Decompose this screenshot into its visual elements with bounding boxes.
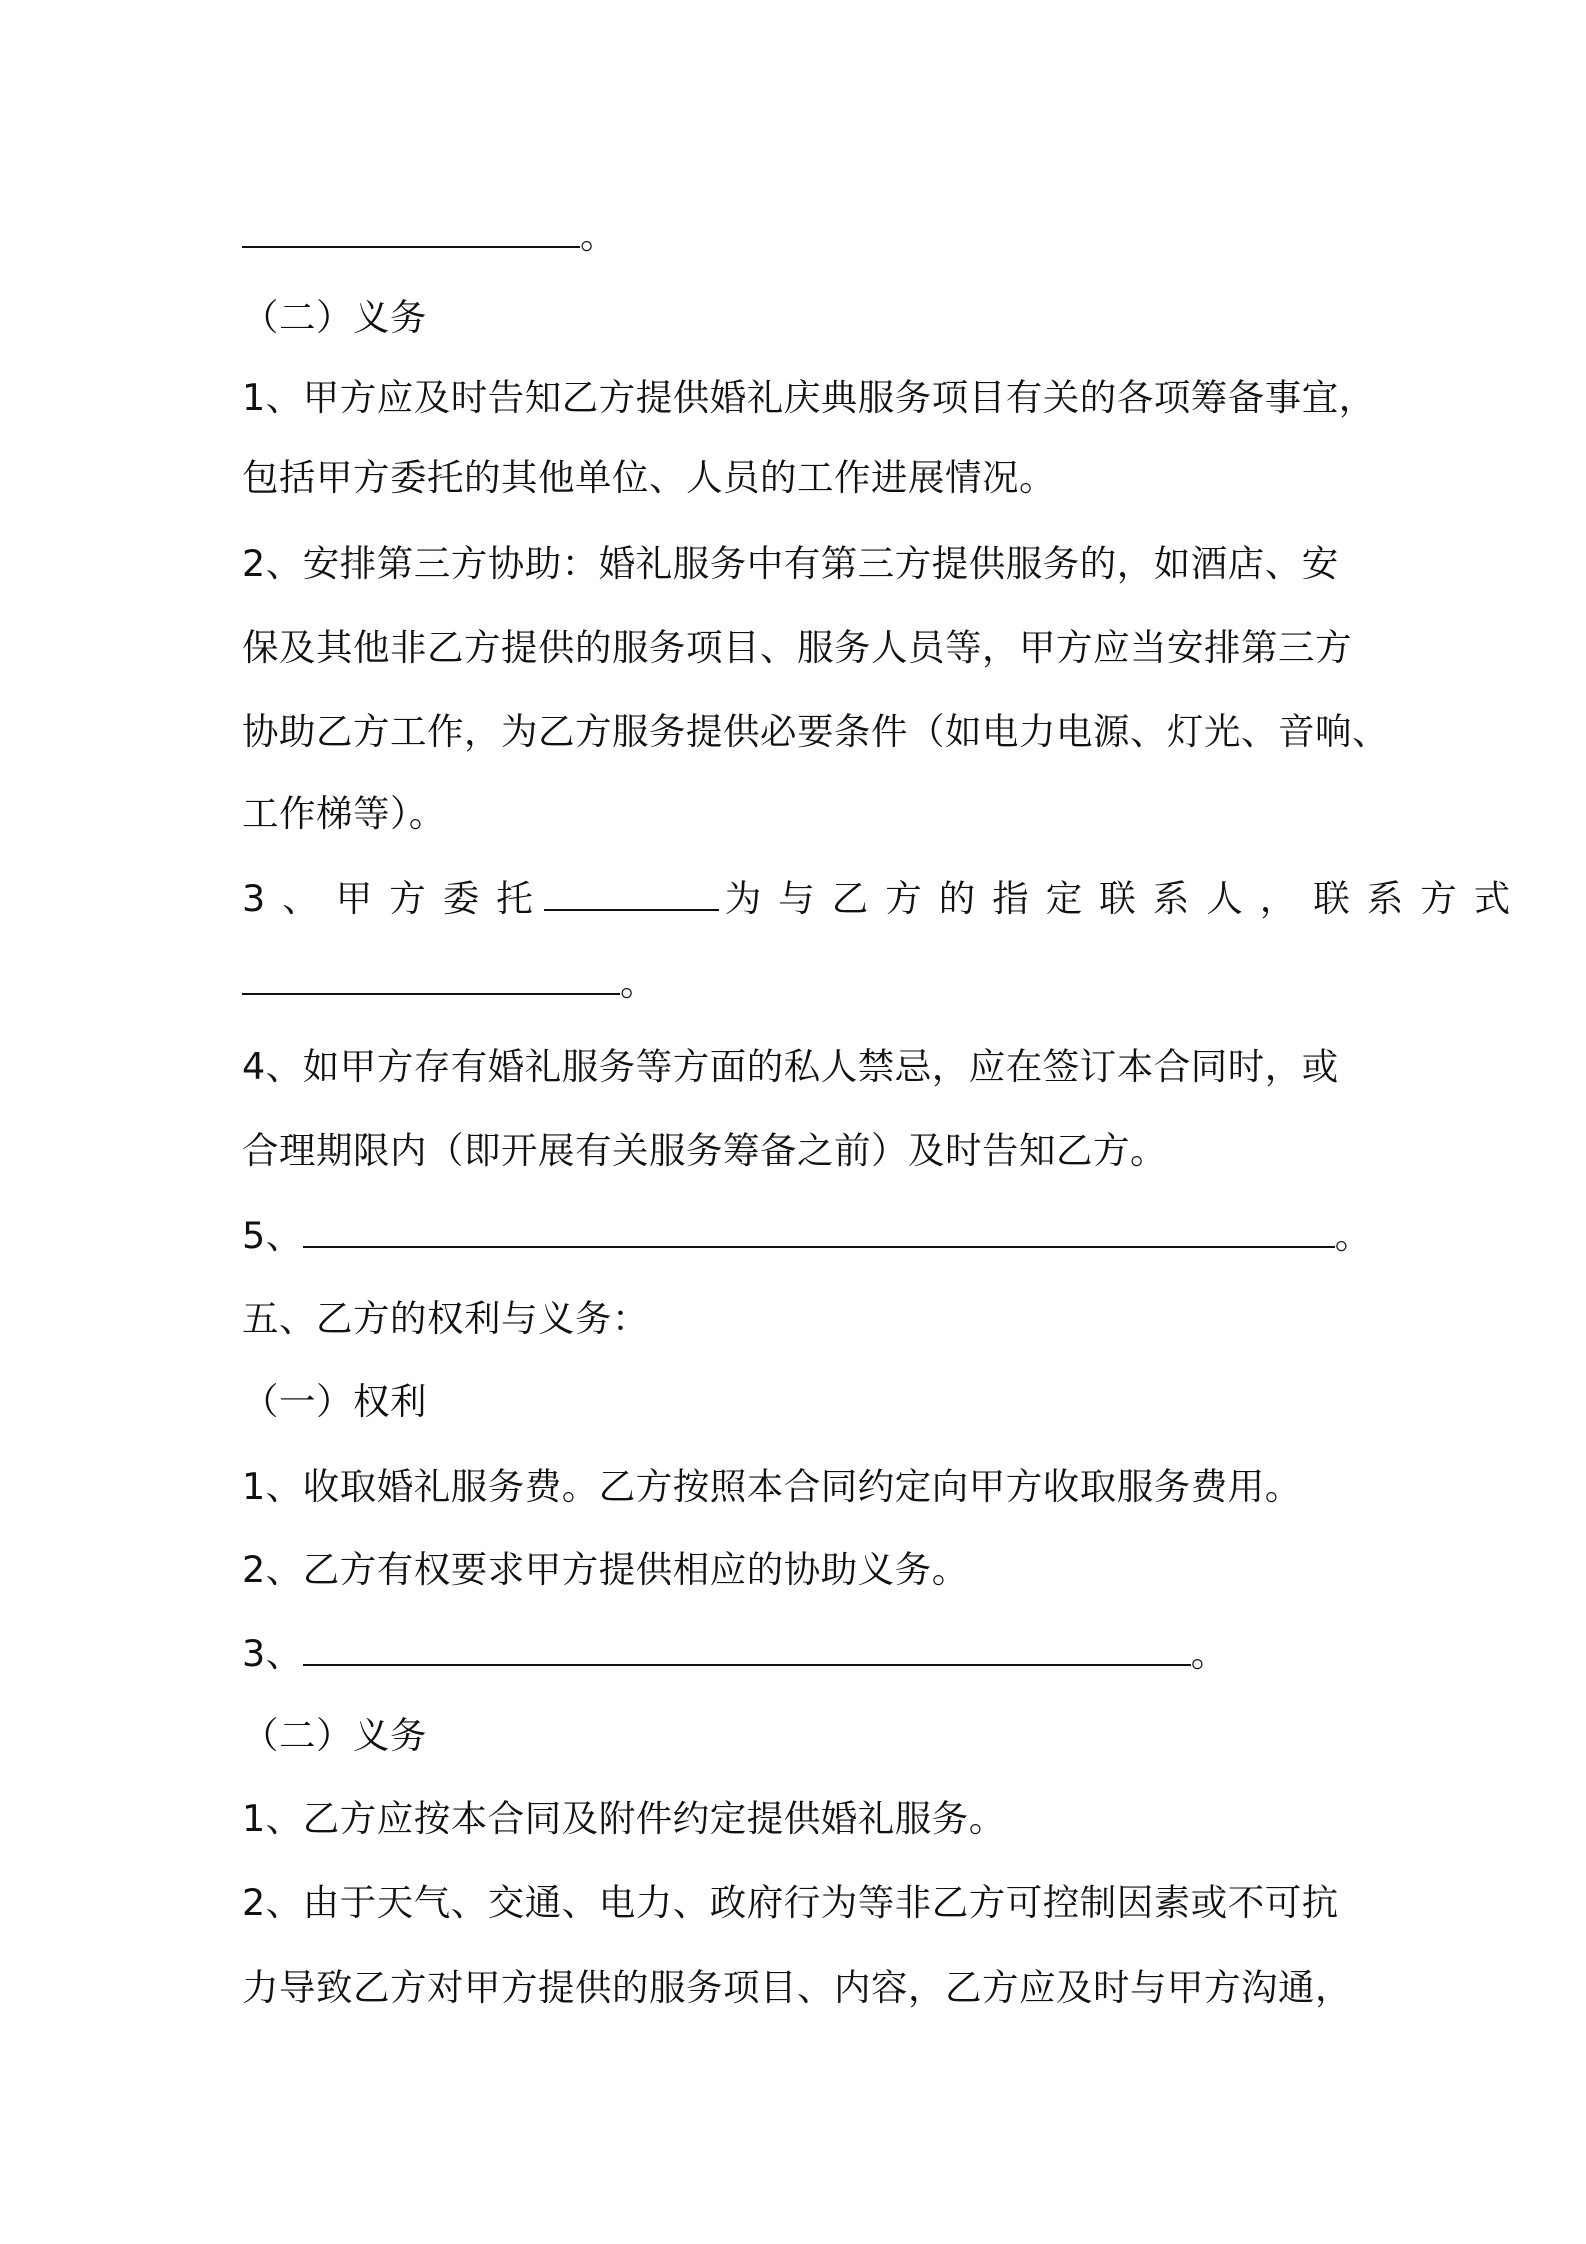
paragraph-line: 1、甲方应及时告知乙方提供婚礼庆典服务项目有关的各项筹备事宜， [242,376,1376,419]
section-heading: （二）义务 [242,1714,427,1757]
fill-in-blank[interactable] [303,1634,1191,1666]
paragraph-line: 2、乙方有权要求甲方提供相应的协助义务。 [242,1548,969,1591]
section-heading: 五、乙方的权利与义务： [242,1297,649,1340]
fill-in-blank[interactable] [544,879,719,911]
line-text: 。 [620,961,657,1004]
paragraph-line: 力导致乙方对甲方提供的服务项目、内容，乙方应及时与甲方沟通， [242,1966,1352,2009]
paragraph-line: 4、如甲方存有婚礼服务等方面的私人禁忌，应在签订本合同时，或 [242,1045,1339,1088]
line-text: 3、甲方委托 [242,877,550,920]
fill-in-line [242,1628,1228,1680]
fill-in-blank[interactable] [242,216,580,248]
line-text: 为与乙方的指定联系人，联系方式 [724,877,1528,920]
paragraph-line: 1、收取婚礼服务费。乙方按照本合同约定向甲方收取服务费用。 [242,1465,1302,1508]
paragraph-line: 1、乙方应按本合同及附件约定提供婚礼服务。 [242,1797,1006,1840]
line-text: 3、 [242,1632,303,1675]
paragraph-line: 包括甲方委托的其他单位、人员的工作进展情况。 [242,456,1056,499]
line-text: 。 [1334,1214,1372,1257]
fill-in-line [242,210,617,262]
fill-in-blank[interactable] [303,1216,1335,1248]
paragraph-line: 协助乙方工作，为乙方服务提供必要条件（如电力电源、灯光、音响、 [242,710,1389,753]
section-heading: （二）义务 [242,296,427,339]
fill-in-line [242,957,657,1009]
fill-in-line [242,873,1527,925]
fill-in-line [242,1210,1372,1262]
paragraph-line: 2、由于天气、交通、电力、政府行为等非乙方可控制因素或不可抗 [242,1881,1339,1924]
fill-in-blank[interactable] [242,963,620,995]
line-text: 5、 [242,1214,303,1257]
line-text: 。 [580,214,617,257]
paragraph-line: 保及其他非乙方提供的服务项目、服务人员等，甲方应当安排第三方 [242,626,1352,669]
paragraph-line: 合理期限内（即开展有关服务筹备之前）及时告知乙方。 [242,1129,1167,1172]
paragraph-line: 工作梯等）。 [242,792,446,835]
paragraph-line: 2、安排第三方协助：婚礼服务中有第三方提供服务的，如酒店、安 [242,542,1339,585]
line-text: 。 [1190,1632,1228,1675]
section-heading: （一）权利 [242,1380,427,1423]
